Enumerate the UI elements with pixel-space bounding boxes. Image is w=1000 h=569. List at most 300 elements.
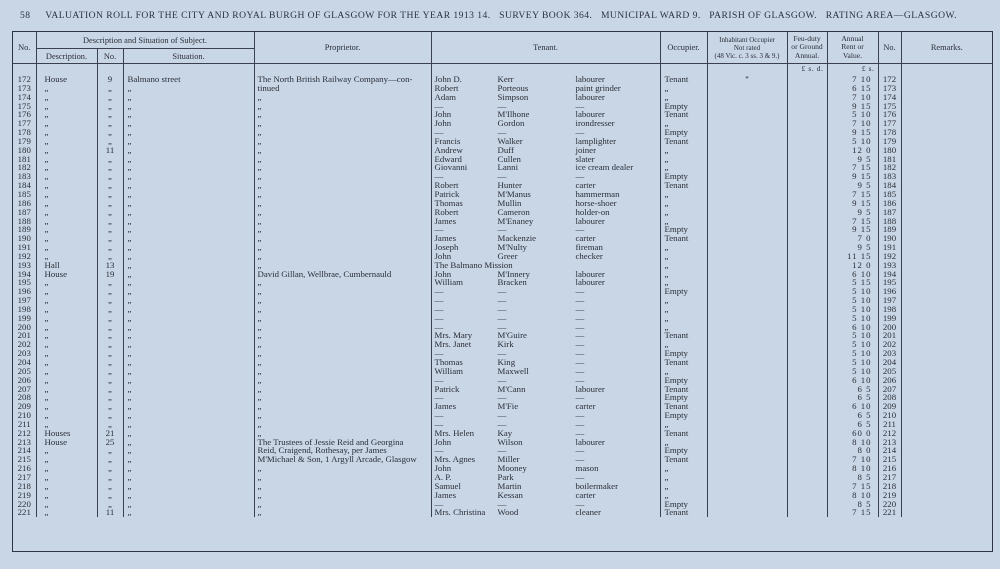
- row-situation: „: [123, 508, 254, 517]
- row-no-right: 195: [878, 278, 901, 287]
- row-inhabitant: [707, 402, 787, 411]
- roll-table-frame: [12, 31, 993, 552]
- tenant-occupation: cleaner: [575, 507, 601, 518]
- row-annual-rent: 6 5: [827, 420, 878, 429]
- tenant-occupation: labourer: [575, 268, 605, 279]
- row-annual-rent: 5 10: [827, 349, 878, 358]
- row-no-right: 194: [878, 270, 901, 279]
- row-proprietor: „: [254, 367, 431, 376]
- row-remarks: [901, 163, 992, 172]
- row-situation: „: [123, 155, 254, 164]
- row-proprietor: „: [254, 199, 431, 208]
- tenant-first-name: —: [434, 392, 444, 403]
- row-number: 21: [97, 429, 123, 438]
- tenant-occupation: hammerman: [575, 188, 620, 199]
- row-no-right: 184: [878, 181, 901, 190]
- row-occupier: „: [660, 323, 707, 332]
- tenant-surname: —: [497, 374, 507, 385]
- row-proprietor: „: [254, 208, 431, 217]
- row-remarks: [901, 349, 992, 358]
- row-proprietor: „: [254, 491, 431, 500]
- row-description: „: [36, 482, 97, 491]
- rent-units: £ s.: [827, 64, 878, 76]
- row-proprietor: M'Michael & Son, 1 Argyll Arcade, Glasgow: [254, 455, 431, 464]
- tenant-surname: Martin: [497, 480, 522, 491]
- row-inhabitant: [707, 500, 787, 509]
- row-no: 193: [13, 261, 36, 270]
- row-no-right: 176: [878, 110, 901, 119]
- row-no-right: 200: [878, 323, 901, 332]
- row-occupier: Tenant: [660, 429, 707, 438]
- row-no: 181: [13, 155, 36, 164]
- row-no-right: 221: [878, 508, 901, 517]
- row-situation: „: [123, 358, 254, 367]
- tenant-occupation: —: [575, 454, 585, 465]
- col-situation: Situation.: [123, 49, 254, 64]
- row-number: „: [97, 385, 123, 394]
- row-no-right: 212: [878, 429, 901, 438]
- row-annual-rent: 9 5: [827, 181, 878, 190]
- row-no-right: 179: [878, 137, 901, 146]
- row-inhabitant: [707, 155, 787, 164]
- tenant-first-name: Thomas: [434, 197, 463, 208]
- row-occupier: Empty: [660, 172, 707, 181]
- row-remarks: [901, 455, 992, 464]
- row-annual-rent: 6 5: [827, 393, 878, 402]
- row-number: 11: [97, 508, 123, 517]
- row-no: 194: [13, 270, 36, 279]
- row-number: 11: [97, 146, 123, 155]
- row-no-right: 192: [878, 252, 901, 261]
- row-number: „: [97, 411, 123, 420]
- row-annual-rent: 12 0: [827, 146, 878, 155]
- tenant-first-name: Mrs. Agnes: [434, 454, 476, 465]
- col-proprietor: Proprietor.: [254, 32, 431, 64]
- row-tenant: [431, 243, 660, 252]
- row-situation: „: [123, 270, 254, 279]
- row-no: 201: [13, 331, 36, 340]
- col-inhabitant-line3: (48 Vic. c. 3 ss. 3 & 9.): [714, 51, 780, 60]
- row-number: „: [97, 234, 123, 243]
- tenant-occupation: —: [575, 100, 585, 111]
- row-no-right: 220: [878, 500, 901, 509]
- row-occupier: „: [660, 420, 707, 429]
- row-no: 212: [13, 429, 36, 438]
- row-remarks: [901, 296, 992, 305]
- roll-title: VALUATION ROLL FOR THE CITY AND ROYAL BURGH OF GLASGOW FOR THE YEAR 1913 14.: [45, 10, 491, 21]
- row-proprietor: The Trustees of Jessie Reid and Georgina: [254, 438, 431, 447]
- row-situation: „: [123, 314, 254, 323]
- row-situation: „: [123, 429, 254, 438]
- col-no-right: No.: [878, 32, 901, 64]
- row-description: „: [36, 217, 97, 226]
- row-no-right: 208: [878, 393, 901, 402]
- row-annual-rent: 5 15: [827, 278, 878, 287]
- row-no-right: 215: [878, 455, 901, 464]
- tenant-surname: —: [497, 418, 507, 429]
- row-no: 196: [13, 287, 36, 296]
- tenant-occupation: holder-on: [575, 206, 610, 217]
- row-inhabitant: [707, 305, 787, 314]
- row-situation: „: [123, 349, 254, 358]
- row-proprietor: „: [254, 358, 431, 367]
- row-tenant: [431, 367, 660, 376]
- row-description: „: [36, 84, 97, 93]
- row-tenant: [431, 181, 660, 190]
- row-annual-rent: 12 0: [827, 261, 878, 270]
- row-description: „: [36, 491, 97, 500]
- tenant-surname: M'Nulty: [497, 242, 527, 253]
- row-feu-duty: [787, 84, 827, 93]
- tenant-surname: M'Enaney: [497, 215, 534, 226]
- tenant-occupation: boilermaker: [575, 480, 618, 491]
- tenant-occupation: checker: [575, 250, 603, 261]
- tenant-surname: Simpson: [497, 91, 529, 102]
- col-number: No.: [97, 49, 123, 64]
- row-description: „: [36, 146, 97, 155]
- row-inhabitant: [707, 314, 787, 323]
- row-inhabitant: [707, 84, 787, 93]
- tenant-occupation: lamplighter: [575, 135, 617, 146]
- row-no-right: 175: [878, 102, 901, 111]
- row-inhabitant: [707, 261, 787, 270]
- tenant-occupation: horse-shoer: [575, 197, 617, 208]
- row-description: „: [36, 508, 97, 517]
- row-description: „: [36, 305, 97, 314]
- page-number: 58: [20, 10, 31, 21]
- tenant-surname: Kessan: [497, 489, 523, 500]
- row-tenant: [431, 172, 660, 181]
- row-inhabitant: [707, 385, 787, 394]
- tenant-first-name: The Balmano Mission: [434, 259, 513, 270]
- row-situation: „: [123, 93, 254, 102]
- row-remarks: [901, 75, 992, 84]
- row-annual-rent: 9 15: [827, 128, 878, 137]
- row-number: „: [97, 305, 123, 314]
- row-no: 220: [13, 500, 36, 509]
- tenant-occupation: —: [575, 224, 585, 235]
- row-remarks: [901, 438, 992, 447]
- row-feu-duty: [787, 128, 827, 137]
- row-proprietor: David Gillan, Wellbrae, Cumbernauld: [254, 270, 431, 279]
- row-proprietor: „: [254, 340, 431, 349]
- row-description: „: [36, 137, 97, 146]
- row-no: 215: [13, 455, 36, 464]
- row-remarks: [901, 217, 992, 226]
- row-proprietor: „: [254, 500, 431, 509]
- tenant-occupation: —: [575, 427, 585, 438]
- row-feu-duty: [787, 110, 827, 119]
- row-remarks: [901, 358, 992, 367]
- row-tenant: [431, 438, 660, 447]
- tenant-occupation: —: [575, 286, 585, 297]
- row-tenant: [431, 278, 660, 287]
- row-inhabitant: [707, 163, 787, 172]
- row-situation: „: [123, 323, 254, 332]
- row-inhabitant: [707, 508, 787, 517]
- row-remarks: [901, 331, 992, 340]
- valuation-table: [13, 32, 992, 517]
- row-tenant: [431, 190, 660, 199]
- row-no-right: 204: [878, 358, 901, 367]
- tenant-surname: —: [497, 498, 507, 509]
- row-proprietor: „: [254, 243, 431, 252]
- row-tenant: [431, 163, 660, 172]
- row-number: „: [97, 163, 123, 172]
- row-situation: „: [123, 376, 254, 385]
- row-description: „: [36, 252, 97, 261]
- row-situation: „: [123, 146, 254, 155]
- row-number: „: [97, 358, 123, 367]
- row-description: „: [36, 500, 97, 509]
- row-proprietor: „: [254, 411, 431, 420]
- row-no-right: 210: [878, 411, 901, 420]
- row-proprietor: „: [254, 252, 431, 261]
- row-annual-rent: 8 5: [827, 500, 878, 509]
- row-annual-rent: 5 10: [827, 331, 878, 340]
- row-feu-duty: [787, 358, 827, 367]
- row-situation: „: [123, 331, 254, 340]
- row-feu-duty: [787, 137, 827, 146]
- tenant-first-name: A. P.: [434, 471, 452, 482]
- tenant-occupation: —: [575, 330, 585, 341]
- tenant-first-name: John: [434, 463, 452, 474]
- row-occupier: „: [660, 340, 707, 349]
- row-proprietor: „: [254, 314, 431, 323]
- row-remarks: [901, 305, 992, 314]
- tenant-surname: M'Fie: [497, 401, 519, 412]
- row-number: „: [97, 349, 123, 358]
- row-tenant: [431, 296, 660, 305]
- row-no: 219: [13, 491, 36, 500]
- row-no-right: 180: [878, 146, 901, 155]
- row-inhabitant: [707, 234, 787, 243]
- row-tenant: [431, 349, 660, 358]
- row-situation: „: [123, 464, 254, 473]
- row-inhabitant: [707, 110, 787, 119]
- tenant-surname: —: [497, 321, 507, 332]
- survey-book: SURVEY BOOK 364.: [499, 10, 593, 21]
- tenant-surname: Bracken: [497, 277, 527, 288]
- tenant-first-name: Mrs. Janet: [434, 339, 472, 350]
- tenant-first-name: Mrs. Helen: [434, 427, 475, 438]
- row-feu-duty: [787, 119, 827, 128]
- row-remarks: [901, 84, 992, 93]
- row-proprietor: „: [254, 393, 431, 402]
- row-proprietor: The North British Railway Company—con-: [254, 75, 431, 84]
- page-header: [20, 10, 980, 24]
- row-number: „: [97, 446, 123, 455]
- row-proprietor: „: [254, 137, 431, 146]
- row-number: „: [97, 491, 123, 500]
- row-remarks: [901, 482, 992, 491]
- row-inhabitant: [707, 278, 787, 287]
- row-remarks: [901, 172, 992, 181]
- tenant-occupation: —: [575, 445, 585, 456]
- row-occupier: „: [660, 305, 707, 314]
- row-remarks: [901, 93, 992, 102]
- row-no-right: 190: [878, 234, 901, 243]
- row-description: Houses: [36, 429, 97, 438]
- row-feu-duty: [787, 464, 827, 473]
- row-situation: „: [123, 102, 254, 111]
- row-number: 25: [97, 438, 123, 447]
- row-tenant: [431, 110, 660, 119]
- tenant-surname: M'Guire: [497, 330, 527, 341]
- tenant-surname: —: [497, 348, 507, 359]
- row-description: House: [36, 75, 97, 84]
- row-no-right: 173: [878, 84, 901, 93]
- row-inhabitant: [707, 102, 787, 111]
- col-tenant: Tenant.: [431, 32, 660, 64]
- row-annual-rent: 9 5: [827, 155, 878, 164]
- tenant-occupation: labourer: [575, 74, 605, 84]
- row-annual-rent: 9 15: [827, 172, 878, 181]
- row-tenant: [431, 128, 660, 137]
- row-situation: „: [123, 208, 254, 217]
- tenant-surname: Wood: [497, 507, 519, 518]
- tenant-first-name: Patrick: [434, 383, 460, 394]
- row-situation: „: [123, 482, 254, 491]
- row-no-right: 193: [878, 261, 901, 270]
- row-description: „: [36, 420, 97, 429]
- col-inhabitant: [707, 32, 787, 64]
- tenant-first-name: Joseph: [434, 242, 459, 253]
- tenant-occupation: labourer: [575, 91, 605, 102]
- row-remarks: [901, 190, 992, 199]
- row-description: „: [36, 411, 97, 420]
- row-inhabitant: [707, 243, 787, 252]
- tenant-first-name: John: [434, 118, 452, 129]
- row-no: 172: [13, 75, 36, 84]
- row-number: „: [97, 93, 123, 102]
- row-remarks: [901, 420, 992, 429]
- row-occupier: Tenant: [660, 402, 707, 411]
- row-description: „: [36, 464, 97, 473]
- row-occupier: „: [660, 155, 707, 164]
- row-description: „: [36, 314, 97, 323]
- row-feu-duty: [787, 305, 827, 314]
- tenant-surname: —: [497, 445, 507, 456]
- row-occupier: Empty: [660, 128, 707, 137]
- row-situation: „: [123, 128, 254, 137]
- row-description: „: [36, 155, 97, 164]
- tenant-first-name: Andrew: [434, 144, 463, 155]
- row-annual-rent: 5 10: [827, 358, 878, 367]
- row-occupier: „: [660, 314, 707, 323]
- row-feu-duty: [787, 163, 827, 172]
- row-tenant: [431, 508, 660, 517]
- tenant-first-name: Robert: [434, 82, 459, 93]
- tenant-occupation: paint grinder: [575, 82, 621, 93]
- tenant-first-name: —: [434, 224, 444, 235]
- col-feu-line2: or Ground: [791, 42, 823, 52]
- row-no: 188: [13, 217, 36, 226]
- row-annual-rent: 5 10: [827, 110, 878, 119]
- row-annual-rent: 8 10: [827, 464, 878, 473]
- tenant-first-name: James: [434, 401, 456, 412]
- tenant-first-name: Patrick: [434, 188, 460, 199]
- row-tenant: [431, 119, 660, 128]
- row-inhabitant: [707, 119, 787, 128]
- tenant-occupation: —: [575, 127, 585, 138]
- tenant-first-name: William: [434, 365, 463, 376]
- row-no: 214: [13, 446, 36, 455]
- row-description: „: [36, 181, 97, 190]
- row-no: 204: [13, 358, 36, 367]
- row-remarks: [901, 261, 992, 270]
- row-number: „: [97, 217, 123, 226]
- row-description: „: [36, 208, 97, 217]
- row-situation: „: [123, 119, 254, 128]
- row-inhabitant: [707, 376, 787, 385]
- row-annual-rent: 8 10: [827, 491, 878, 500]
- row-number: „: [97, 208, 123, 217]
- row-number: „: [97, 340, 123, 349]
- row-occupier: Tenant: [660, 181, 707, 190]
- row-feu-duty: [787, 438, 827, 447]
- row-tenant: [431, 146, 660, 155]
- tenant-occupation: —: [575, 295, 585, 306]
- row-number: „: [97, 155, 123, 164]
- tenant-surname: —: [497, 286, 507, 297]
- row-tenant: [431, 376, 660, 385]
- row-no: 211: [13, 420, 36, 429]
- row-annual-rent: 6 10: [827, 376, 878, 385]
- tenant-first-name: Mrs. Christina: [434, 507, 486, 518]
- row-inhabitant: [707, 446, 787, 455]
- tenant-first-name: Adam: [434, 91, 456, 102]
- row-no-right: 185: [878, 190, 901, 199]
- row-occupier: „: [660, 261, 707, 270]
- row-occupier: Tenant: [660, 234, 707, 243]
- row-annual-rent: 7 15: [827, 217, 878, 226]
- row-situation: „: [123, 190, 254, 199]
- tenant-surname: —: [497, 303, 507, 314]
- row-occupier: Empty: [660, 287, 707, 296]
- row-description: „: [36, 287, 97, 296]
- row-remarks: [901, 385, 992, 394]
- row-number: „: [97, 190, 123, 199]
- row-inhabitant: [707, 323, 787, 332]
- row-tenant: [431, 482, 660, 491]
- row-remarks: [901, 446, 992, 455]
- row-occupier: „: [660, 491, 707, 500]
- row-no-right: 211: [878, 420, 901, 429]
- row-number: 9: [97, 75, 123, 84]
- row-annual-rent: 6 10: [827, 402, 878, 411]
- row-proprietor: „: [254, 190, 431, 199]
- tenant-surname: —: [497, 392, 507, 403]
- row-inhabitant: *: [707, 75, 787, 84]
- row-no: 177: [13, 119, 36, 128]
- row-proprietor: „: [254, 464, 431, 473]
- row-proprietor: „: [254, 402, 431, 411]
- row-feu-duty: [787, 102, 827, 111]
- tenant-surname: —: [497, 100, 507, 111]
- row-tenant: [431, 84, 660, 93]
- row-remarks: [901, 234, 992, 243]
- row-remarks: [901, 119, 992, 128]
- row-no: 175: [13, 102, 36, 111]
- row-feu-duty: [787, 446, 827, 455]
- row-occupier: Tenant: [660, 455, 707, 464]
- row-remarks: [901, 287, 992, 296]
- row-annual-rent: 5 10: [827, 296, 878, 305]
- row-description: House: [36, 270, 97, 279]
- row-situation: „: [123, 234, 254, 243]
- row-situation: „: [123, 217, 254, 226]
